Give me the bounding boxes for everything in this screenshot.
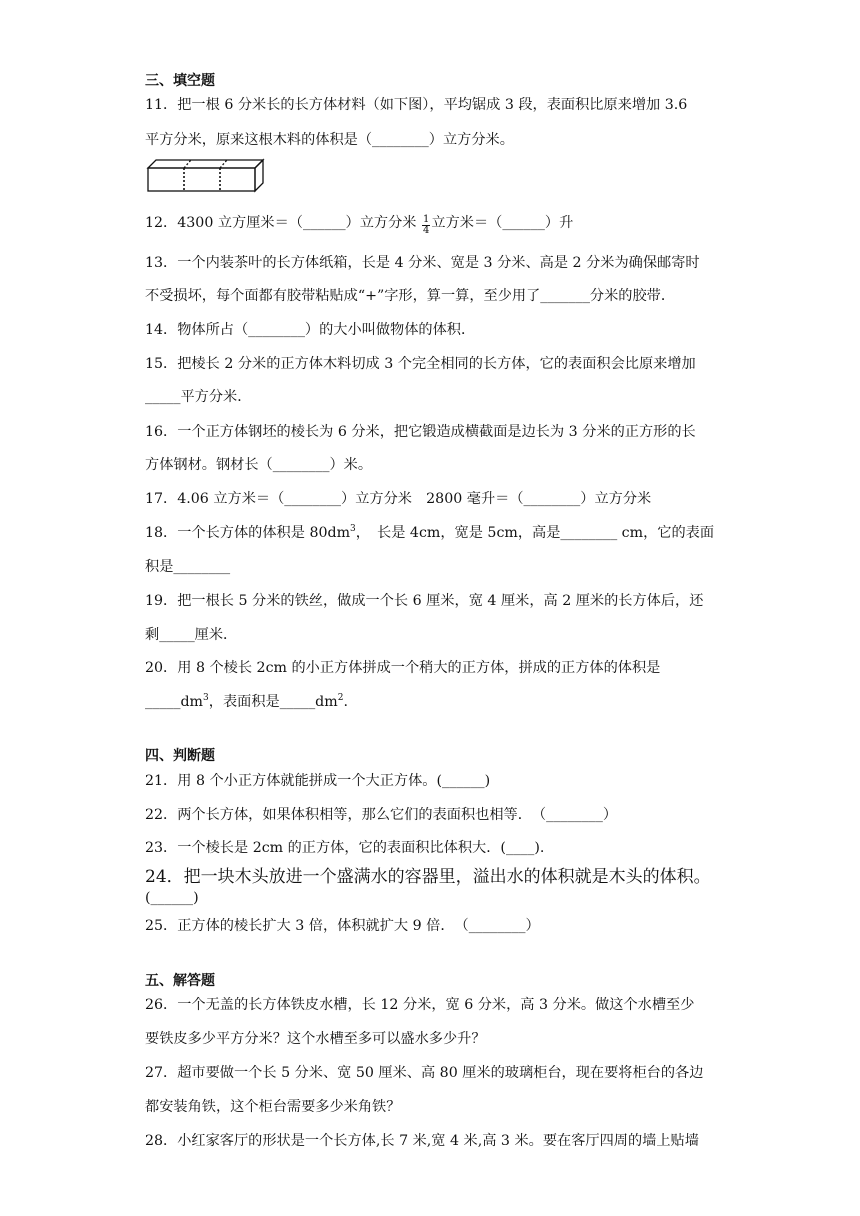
q14-line1: 14．物体所占（________）的大小叫做物体的体积． bbox=[145, 322, 476, 338]
q20-line2 bbox=[145, 695, 348, 709]
q20-sup2: 2 bbox=[337, 693, 344, 703]
q28-line1: 28．小红家客厅的形状是一个长方体,长 7 米,宽 4 米,高 3 米。要在客厅四周的墙上贴墙 bbox=[145, 1133, 699, 1149]
q27-line2: 都安装角铁，这个柜台需要多少米角铁？ bbox=[145, 1099, 401, 1115]
q18-part2: ， 长是 4cm，宽是 5cm，高是________ cm，它的表面 bbox=[355, 525, 715, 541]
q24-line2: (______) bbox=[145, 890, 199, 906]
section-heading-judge: 四、判断题 bbox=[145, 748, 215, 764]
q12-frac-den: 4 bbox=[423, 225, 430, 236]
q11-line1: 11．把一根 6 分米长的长方体材料（如下图），平均锯成 3 段，表面积比原来增加 3.6 bbox=[145, 97, 688, 113]
q20-sup1: 3 bbox=[203, 693, 209, 703]
q21-line1: 21．用 8 个小正方体就能拼成一个大正方体。(______) bbox=[145, 773, 491, 789]
q20-l2c: . bbox=[343, 694, 348, 710]
q15-line2: _____平方分米． bbox=[145, 389, 252, 405]
q16-line1: 16．一个正方体钢坯的棱长为 6 分米，把它锻造成横截面是边长为 3 分米的正方形的长 bbox=[145, 424, 696, 440]
q16-line2: 方体钢材。钢材长（________）米。 bbox=[145, 457, 373, 473]
q12-part2: 立方米＝（______）升 bbox=[431, 215, 574, 231]
q12-frac-num: 1 bbox=[423, 214, 430, 225]
q27-line1: 27．超市要做一个长 5 分米、宽 50 厘米、高 80 厘米的玻璃柜台，现在要将柜台的各边 bbox=[145, 1065, 704, 1081]
q19-line2: 剩_____厘米． bbox=[145, 627, 238, 643]
q12-fraction bbox=[422, 215, 430, 236]
q13-line1: 13．一个内装茶叶的长方体纸箱，长是 4 分米、宽是 3 分米、高是 2 分米为确保邮寄时 bbox=[145, 255, 700, 271]
q20-line1: 20．用 8 个棱长 2cm 的小正方体拼成一个稍大的正方体，拼成的正方体的体积是 bbox=[145, 660, 661, 676]
q17-line1: 17．4.06 立方米＝（________）立方分米 2800 毫升＝（________）立方分米 bbox=[145, 491, 652, 507]
section-heading-solve: 五、解答题 bbox=[145, 973, 215, 989]
q25-line1: 25．正方体的棱长扩大 3 倍，体积就扩大 9 倍． （________） bbox=[145, 918, 540, 934]
q18-line1 bbox=[145, 526, 714, 540]
q12-line bbox=[145, 215, 573, 236]
q18-sup: 3 bbox=[350, 524, 356, 534]
q19-line1: 19．把一根长 5 分米的铁丝，做成一个长 6 厘米，宽 4 厘米，高 2 厘米的长方体后，还 bbox=[145, 593, 704, 609]
section-heading-fill: 三、填空题 bbox=[145, 73, 215, 89]
q26-line2: 要铁皮多少平方分米？这个水槽至多可以盛水多少升？ bbox=[145, 1031, 486, 1047]
q26-line1: 26．一个无盖的长方体铁皮水槽，长 12 分米，宽 6 分米，高 3 分米。做这个水槽至少 bbox=[145, 997, 695, 1013]
q20-l2b: ，表面积是_____dm bbox=[208, 694, 338, 710]
q13-line2: 不受损坏，每个面都有胶带粘贴成“+”字形，算一算，至少用了_______分米的胶带． bbox=[145, 288, 676, 304]
q20-l2a: _____dm bbox=[145, 694, 204, 710]
q23-line1: 23．一个棱长是 2cm 的正方体，它的表面积比体积大．(____). bbox=[145, 840, 545, 856]
q18-line2: 积是________ bbox=[145, 559, 231, 575]
q18-part1: 18．一个长方体的体积是 80dm bbox=[145, 525, 351, 541]
q24-line1: 24．把一块木头放进一个盛满水的容器里，溢出水的体积就是木头的体积。 bbox=[145, 867, 711, 887]
q12-part1: 12．4300 立方厘米＝（______）立方分米 bbox=[145, 215, 417, 231]
cuboid-figure bbox=[145, 158, 265, 194]
q22-line1: 22．两个长方体，如果体积相等，那么它们的表面积也相等． （________） bbox=[145, 807, 618, 823]
q15-line1: 15．把棱长 2 分米的正方体木料切成 3 个完全相同的长方体，它的表面积会比原来增加 bbox=[145, 356, 696, 372]
q11-line2: 平方分米，原来这根木料的体积是（________）立方分米。 bbox=[145, 132, 514, 148]
